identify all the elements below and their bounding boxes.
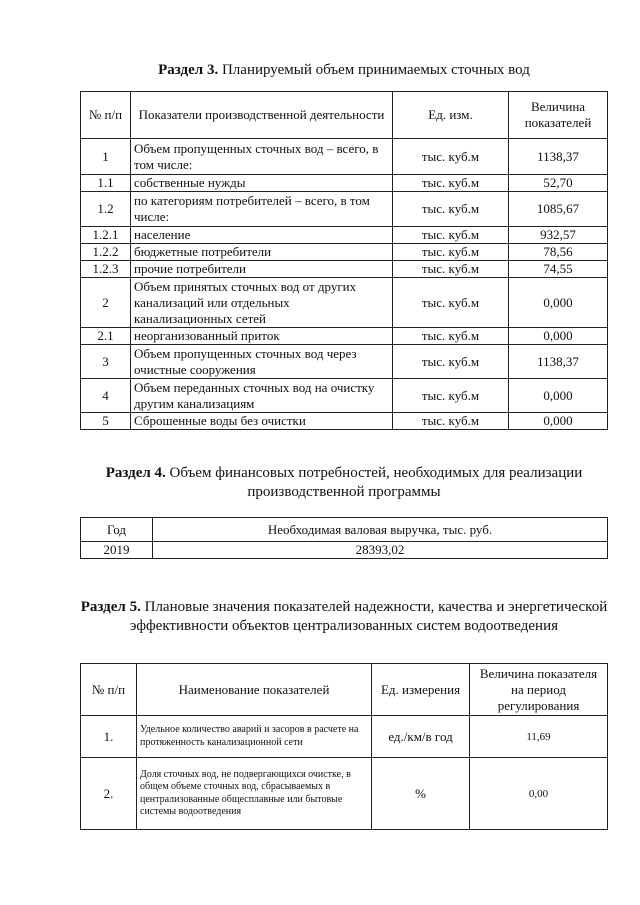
row-name: Доля сточных вод, не подвергающихся очистке, в общем объеме сточных вод, сбрасываемых в централизованные общесплавные или бытовые системы водоотведения [137, 758, 372, 830]
row-revenue: 28393,02 [153, 542, 608, 559]
row-number: 1.2.3 [81, 261, 131, 278]
table-header-row [81, 664, 608, 716]
row-number: 3 [81, 345, 131, 379]
row-unit: тыс. куб.м [393, 139, 509, 175]
row-number: 1. [81, 716, 137, 758]
row-unit: % [372, 758, 470, 830]
row-value: 74,55 [509, 261, 608, 278]
section-5-title-text: Плановые значения показателей надежности, качества и энергетической эффективности объектов централизованных систем водоотведения [129, 599, 608, 634]
row-year: 2019 [81, 542, 153, 559]
section-5-table [80, 663, 608, 830]
header-value: Величина показателей [509, 92, 608, 139]
section-3-table [80, 91, 608, 430]
row-number: 4 [81, 379, 131, 413]
row-value: 11,69 [470, 716, 608, 758]
row-number: 1.2.2 [81, 244, 131, 261]
row-name: население [131, 227, 393, 244]
row-value: 1085,67 [509, 192, 608, 227]
row-unit: тыс. куб.м [393, 192, 509, 227]
header-unit: Ед. измерения [372, 664, 470, 716]
row-value: 0,000 [509, 379, 608, 413]
row-name: Объем пропущенных сточных вод через очистные сооружения [131, 345, 393, 379]
row-value: 1138,37 [509, 345, 608, 379]
row-unit: тыс. куб.м [393, 175, 509, 192]
section-4-table [80, 517, 608, 559]
row-name: бюджетные потребители [131, 244, 393, 261]
table-header-row [81, 92, 608, 139]
section-4-title [80, 464, 608, 502]
row-unit: тыс. куб.м [393, 345, 509, 379]
table-row [81, 261, 608, 278]
header-indicator: Показатели производственной деятельности [131, 92, 393, 139]
table-row [81, 175, 608, 192]
row-number: 2. [81, 758, 137, 830]
row-name: по категориям потребителей – всего, в том числе: [131, 192, 393, 227]
row-unit: тыс. куб.м [393, 261, 509, 278]
row-number: 1.1 [81, 175, 131, 192]
row-number: 1 [81, 139, 131, 175]
row-value: 1138,37 [509, 139, 608, 175]
row-number: 1.2.1 [81, 227, 131, 244]
row-unit: тыс. куб.м [393, 278, 509, 328]
table-row [81, 192, 608, 227]
section-3-title-bold: Раздел 3. [158, 62, 219, 78]
table-row [81, 413, 608, 430]
row-name: собственные нужды [131, 175, 393, 192]
row-value: 932,57 [509, 227, 608, 244]
header-number: № п/п [81, 92, 131, 139]
row-name: Объем пропущенных сточных вод – всего, в том числе: [131, 139, 393, 175]
row-number: 2 [81, 278, 131, 328]
row-value: 0,00 [470, 758, 608, 830]
row-name: Удельное количество аварий и засоров в расчете на протяженность канализационной сети [137, 716, 372, 758]
row-value: 52,70 [509, 175, 608, 192]
row-number: 1.2 [81, 192, 131, 227]
section-3-title-text: Планируемый объем принимаемых сточных вод [218, 62, 530, 78]
table-header-row [81, 518, 608, 542]
row-value: 0,000 [509, 328, 608, 345]
row-name: прочие потребители [131, 261, 393, 278]
row-unit: тыс. куб.м [393, 328, 509, 345]
table-row [81, 328, 608, 345]
row-value: 0,000 [509, 278, 608, 328]
row-unit: тыс. куб.м [393, 227, 509, 244]
table-row [81, 758, 608, 830]
row-number: 2.1 [81, 328, 131, 345]
table-row [81, 716, 608, 758]
table-row [81, 244, 608, 261]
table-row [81, 139, 608, 175]
row-unit: тыс. куб.м [393, 413, 509, 430]
table-row [81, 278, 608, 328]
header-unit: Ед. изм. [393, 92, 509, 139]
row-unit: ед./км/в год [372, 716, 470, 758]
table-row [81, 227, 608, 244]
table-row [81, 379, 608, 413]
row-name: Объем принятых сточных вод от других канализаций или отдельных канализационных сетей [131, 278, 393, 328]
row-name: Объем переданных сточных вод на очистку другим канализациям [131, 379, 393, 413]
row-number: 5 [81, 413, 131, 430]
section-5-title-bold: Раздел 5. [80, 599, 141, 615]
row-unit: тыс. куб.м [393, 244, 509, 261]
section-4-title-bold: Раздел 4. [105, 465, 166, 481]
section-4-title-text: Объем финансовых потребностей, необходимых для реализации производственной программы [165, 465, 583, 500]
header-value: Величина показателя на период регулирования [470, 664, 608, 716]
header-number: № п/п [81, 664, 137, 716]
row-unit: тыс. куб.м [393, 379, 509, 413]
table-row [81, 542, 608, 559]
header-revenue: Необходимая валовая выручка, тыс. руб. [153, 518, 608, 542]
section-5-title [80, 598, 608, 636]
table-row [81, 345, 608, 379]
row-value: 0,000 [509, 413, 608, 430]
row-name: неорганизованный приток [131, 328, 393, 345]
header-year: Год [81, 518, 153, 542]
row-value: 78,56 [509, 244, 608, 261]
row-name: Сброшенные воды без очистки [131, 413, 393, 430]
header-indicator-name: Наименование показателей [137, 664, 372, 716]
section-3-title [80, 61, 608, 80]
